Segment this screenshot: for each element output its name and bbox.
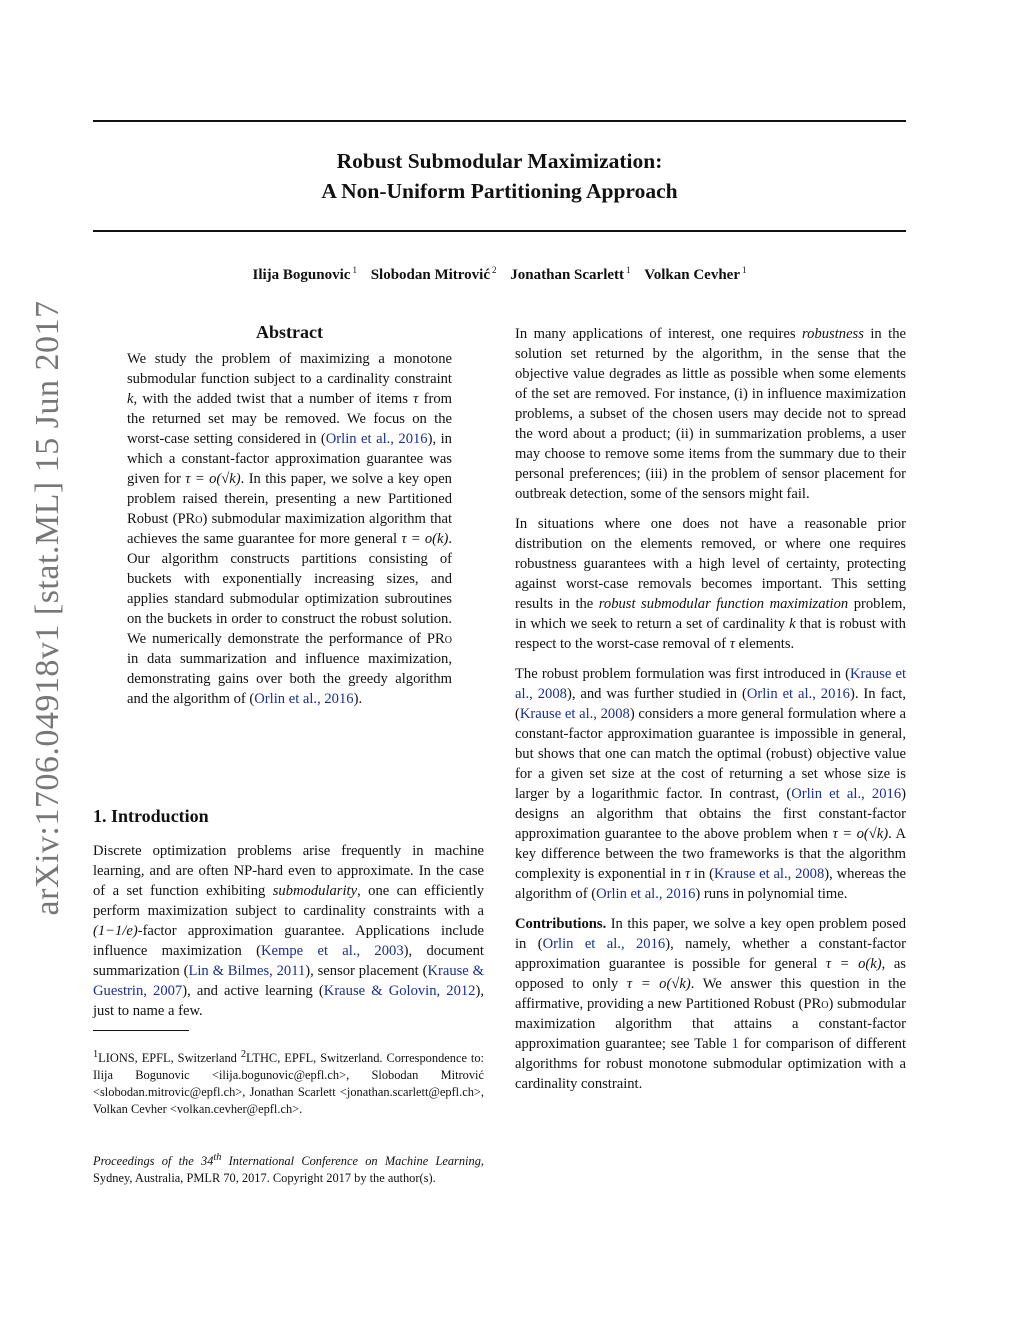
abstract-heading: Abstract bbox=[256, 322, 323, 342]
proceedings-note: Proceedings of the 34th International Conference on Machine Learning, Sydney, Australia, PMLR 70, 2017. Copyright 2017 by the author(s). bbox=[93, 1152, 484, 1186]
title-line-1: Robust Submodular Maximization: bbox=[336, 149, 663, 173]
citation-link[interactable]: Orlin et al., 2016 bbox=[254, 691, 354, 707]
table-ref-link[interactable]: 1 bbox=[731, 1036, 739, 1052]
author: Slobodan Mitrović $^2$ bbox=[370, 265, 497, 283]
paragraph-contributions: Contributions. In this paper, we solve a key open problem posed in (Orlin et al., 2016), namely, whether a constant-factor approximation guarantee is possible for general τ = o(k), as opposed to only τ = o(√k). We answer this question in the affirmative, providing a new Partitioned Robust (PRo) submodular maximization algorithm that attains a constant-factor approximation guarantee; see Table 1 for comparison of different algorithms for robust monotone submodular optimization with a cardinality constraint. bbox=[515, 916, 907, 1092]
citation-link[interactable]: Orlin et al., 2016 bbox=[596, 886, 696, 902]
title-line-2: A Non-Uniform Partitioning Approach bbox=[321, 179, 678, 203]
author: Ilija Bogunovic $^1$ bbox=[252, 265, 357, 283]
paragraph: The robust problem formulation was first introduced in (Krause et al., 2008), and was further studied in (Orlin et al., 2016). In fact, (Krause et al., 2008) considers a more general formulation where a constant-factor approximation guarantee is impossible in general, but shows that one can match the optimal (robust) objective value for a given set size at the cost of returning a set whose size is larger by a logarithmic factor. In contrast, (Orlin et al., 2016) designs an algorithm that obtains the first constant-factor approximation guarantee to the above problem when τ = o(√k). A key difference between the two frameworks is that the algorithm complexity is exponential in τ in (Krause et al., 2008), whereas the algorithm of (Orlin et al., 2016) runs in polynomial time. bbox=[515, 666, 907, 902]
paragraph: In many applications of interest, one requires robustness in the solution set returned by the algorithm, in the sense that the objective value degrades as little as possible when some elements of the set are removed. For instance, (i) in influence maximization problems, a subset of the chosen users may decide not to spread the word about a product; (ii) in summarization problems, a user may choose to remove some items from the summary due to their personal preferences; (iii) in the problem of sensor placement for outbreak detection, some of the sensors might fail. bbox=[515, 326, 906, 502]
citation-link[interactable]: Orlin et al., 2016 bbox=[542, 936, 666, 952]
author: Volkan Cevher $^1$ bbox=[644, 265, 747, 283]
section-heading-introduction: 1. Introduction bbox=[93, 806, 209, 826]
citation-link[interactable]: Kempe et al., 2003 bbox=[261, 943, 404, 959]
citation-link[interactable]: Krause et al., 2008 bbox=[714, 866, 825, 882]
citation-link[interactable]: Orlin et al., 2016 bbox=[325, 431, 428, 447]
abstract-body: We study the problem of maximizing a monotone submodular function subject to a cardinality constraint k, with the added twist that a number of items τ from the returned set may be removed. We focus on the worst-case setting considered in (Orlin et al., 2016), in which a constant-factor approximation guarantee was given for τ = o(√k). In this paper, we solve a key open problem raised therein, presenting a new Partitioned Robust (PRo) submodular maximization algorithm that achieves the same guarantee for more general τ = o(k). Our algorithm constructs partitions consisting of buckets with exponentially increasing sizes, and applies standard submodular optimization subroutines on the buckets in order to construct the robust solution. We numerically demonstrate the performance of PRo in data summarization and influence maximization, demonstrating gains over both the greedy algorithm and the algorithm of (Orlin et al., 2016). bbox=[127, 351, 452, 707]
author-list bbox=[93, 265, 906, 284]
title-bottom-rule bbox=[93, 230, 906, 232]
citation-link[interactable]: Orlin et al., 2016 bbox=[746, 686, 850, 702]
right-column bbox=[515, 324, 906, 1104]
citation-link[interactable]: Lin & Bilmes, 2011 bbox=[188, 963, 306, 979]
footnote-rule bbox=[93, 1030, 189, 1031]
paragraph: In situations where one does not have a reasonable prior distribution on the elements removed, or where one requires robustness guarantees with a high level of certainty, protecting against worst-case removals becomes important. This setting results in the robust submodular function maximization problem, in which we seek to return a set of cardinality k that is robust with respect to the worst-case removal of τ elements. bbox=[515, 516, 906, 652]
title-top-rule bbox=[93, 120, 906, 122]
citation-link[interactable]: Krause & Golovin, 2012 bbox=[323, 983, 476, 999]
arxiv-stamp: arXiv:1706.04918v1 [stat.ML] 15 Jun 2017 bbox=[29, 300, 66, 916]
citation-link[interactable]: Krause et al., 2008 bbox=[519, 706, 630, 722]
citation-link[interactable]: Orlin et al., 2016 bbox=[791, 786, 902, 802]
introduction-body: Discrete optimization problems arise frequently in machine learning, and are often NP-hard even to approximate. In the case of a set function exhibiting submodularity, one can efficiently perform maximization subject to cardinality constraints with a (1−1/e)-factor approximation guarantee. Applications include influence maximization (Kempe et al., 2003), document summarization (Lin & Bilmes, 2011), sensor placement (Krause & Guestrin, 2007), and active learning (Krause & Golovin, 2012), just to name a few. bbox=[93, 843, 484, 1019]
citation-link[interactable]: Krause et al., 2008 bbox=[515, 666, 907, 702]
affiliation-footnote: $^1$LIONS, EPFL, Switzerland $^2$LTHC, EPFL, Switzerland. Correspondence to: Ilija Bogunovic <ilija.bogunovic@epfl.ch>, Slobodan Mitrović <slobodan.mitrovic@epfl.ch>, Jonathan Scarlett <jonathan.scarlett@epfl.ch>, Volkan Cevher <volkan.cevher@epfl.ch>. bbox=[93, 1049, 484, 1117]
citation-link[interactable]: Krause & Guestrin, 2007 bbox=[93, 963, 484, 999]
author: Jonathan Scarlett $^1$ bbox=[510, 265, 631, 283]
paper-title bbox=[93, 146, 906, 206]
